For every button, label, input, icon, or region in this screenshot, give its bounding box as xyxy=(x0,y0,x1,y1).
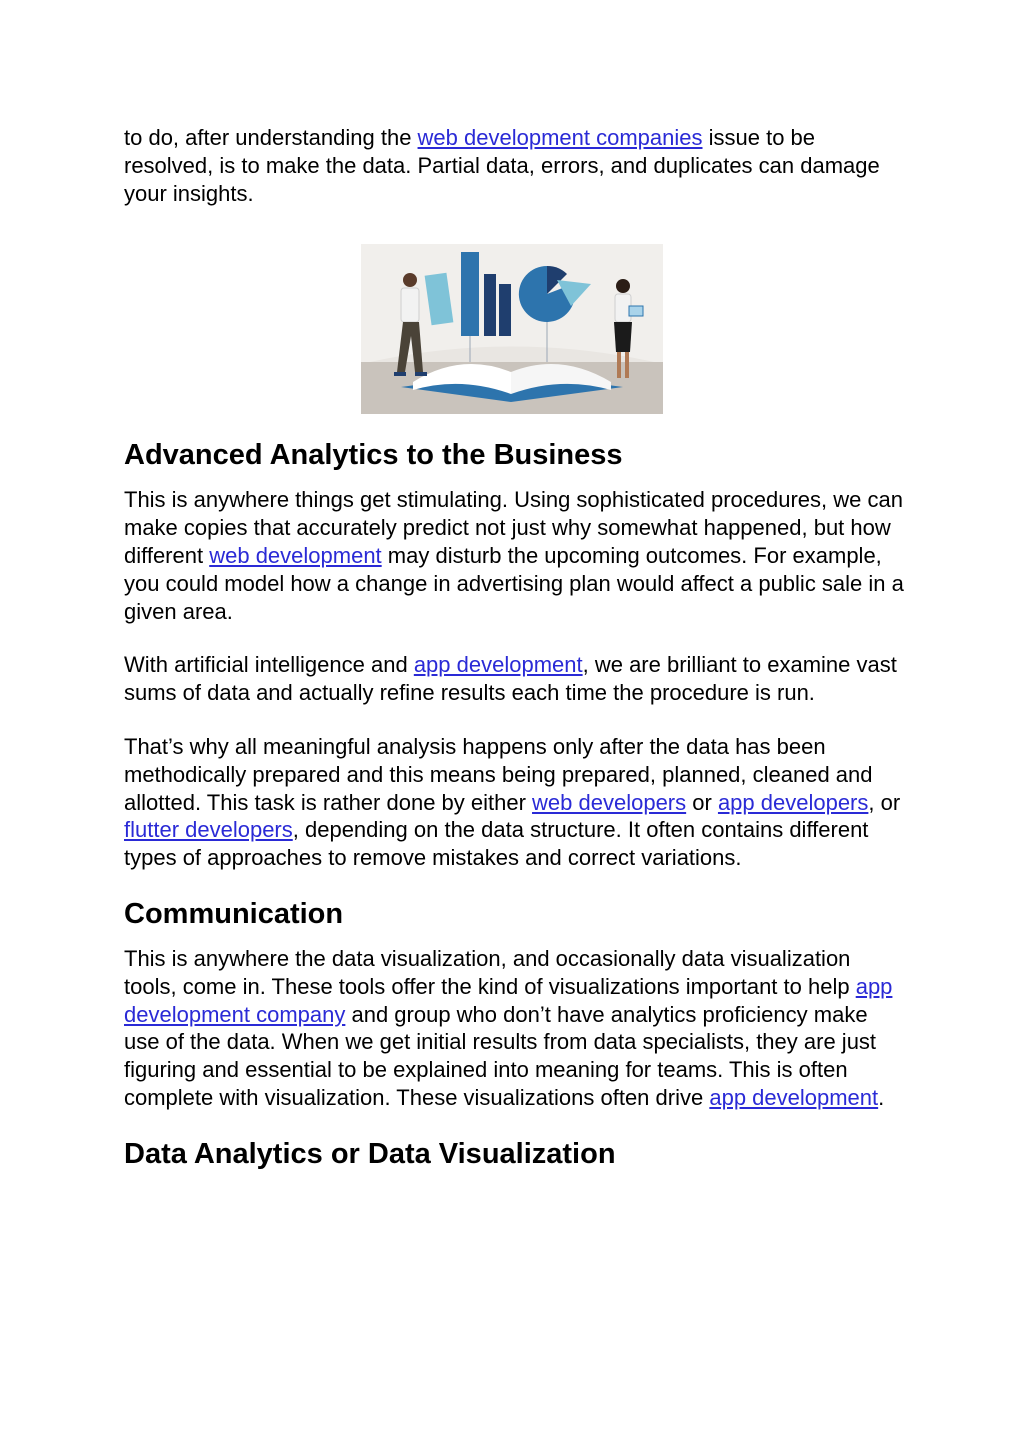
woman-head xyxy=(616,279,630,293)
man-head xyxy=(403,273,417,287)
heading-advanced-analytics: Advanced Analytics to the Business xyxy=(124,439,623,472)
text-span: This is anywhere things get stimulating. Using sophisticated procedures, we can make copies that accurately predict not just why somewhat happened, but how different xyxy=(124,487,903,568)
text-span: may disturb the upcoming outcomes. For example, you could model how a change in advertising plan would affect a public sale in a given area. xyxy=(124,542,904,624)
text-span: to do, after understanding the xyxy=(124,125,418,150)
man-shoe xyxy=(394,372,406,376)
advanced-paragraph-3 xyxy=(124,733,904,872)
text-span: and group who don’t have analytics proficiency make use of the data. When we get initial results from data specialists, they are just figuring and essential to be explained into meaning for teams. This is often complete with visualization. These visualizations often drive xyxy=(124,1001,877,1110)
heading-communication: Communication xyxy=(124,897,344,930)
woman-leg xyxy=(625,352,629,378)
text-span: , or xyxy=(868,789,901,815)
woman-skirt xyxy=(614,322,632,352)
document-page xyxy=(124,124,904,1172)
heading-data-analytics: Data Analytics or Data Visualization xyxy=(124,1137,616,1170)
intro-paragraph xyxy=(124,124,904,207)
chart-bar-1 xyxy=(461,252,479,336)
flutter-developers-link[interactable]: flutter developers xyxy=(124,817,293,843)
app-development-link[interactable]: app development xyxy=(709,1084,879,1110)
communication-paragraph xyxy=(124,945,904,1112)
advanced-paragraph-1 xyxy=(124,486,904,625)
text-span: This is anywhere the data visualization, and occasionally data visualization tools, come in. These tools offer the kind of visualizations important to help xyxy=(124,945,856,999)
text-span: or xyxy=(686,789,718,815)
man-shirt xyxy=(401,288,419,322)
web-developers-link[interactable]: web developers xyxy=(532,789,687,815)
man-shoe xyxy=(415,372,427,376)
app-developers-link[interactable]: app developers xyxy=(717,789,869,815)
text-span: , depending on the data structure. It often contains different types of approaches to remove mistakes and correct variations. xyxy=(124,817,869,871)
web-development-link[interactable]: web development xyxy=(209,542,382,568)
laptop-icon xyxy=(629,306,643,316)
chart-bar-3 xyxy=(499,284,511,336)
text-span: issue to be resolved, is to make the data. Partial data, errors, and duplicates can damage your insights. xyxy=(124,125,880,206)
app-development-company-link[interactable]: app development company xyxy=(124,973,893,1027)
advanced-paragraph-2 xyxy=(124,651,904,707)
woman-leg xyxy=(617,352,621,378)
text-span: With artificial intelligence and xyxy=(124,652,414,678)
app-development-link[interactable]: app development xyxy=(413,652,583,678)
web-development-companies-link[interactable]: web development companies xyxy=(417,125,703,150)
text-span: . xyxy=(878,1084,885,1110)
text-span: , we are brilliant to examine vast sums of data and actually refine results each time the procedure is run. xyxy=(124,652,897,706)
analytics-illustration xyxy=(361,244,663,414)
text-span: That’s why all meaningful analysis happens only after the data has been methodically prepared and this means being prepared, planned, cleaned and allotted. This task is rather done by either xyxy=(124,733,873,815)
chart-bar-2 xyxy=(484,274,496,336)
